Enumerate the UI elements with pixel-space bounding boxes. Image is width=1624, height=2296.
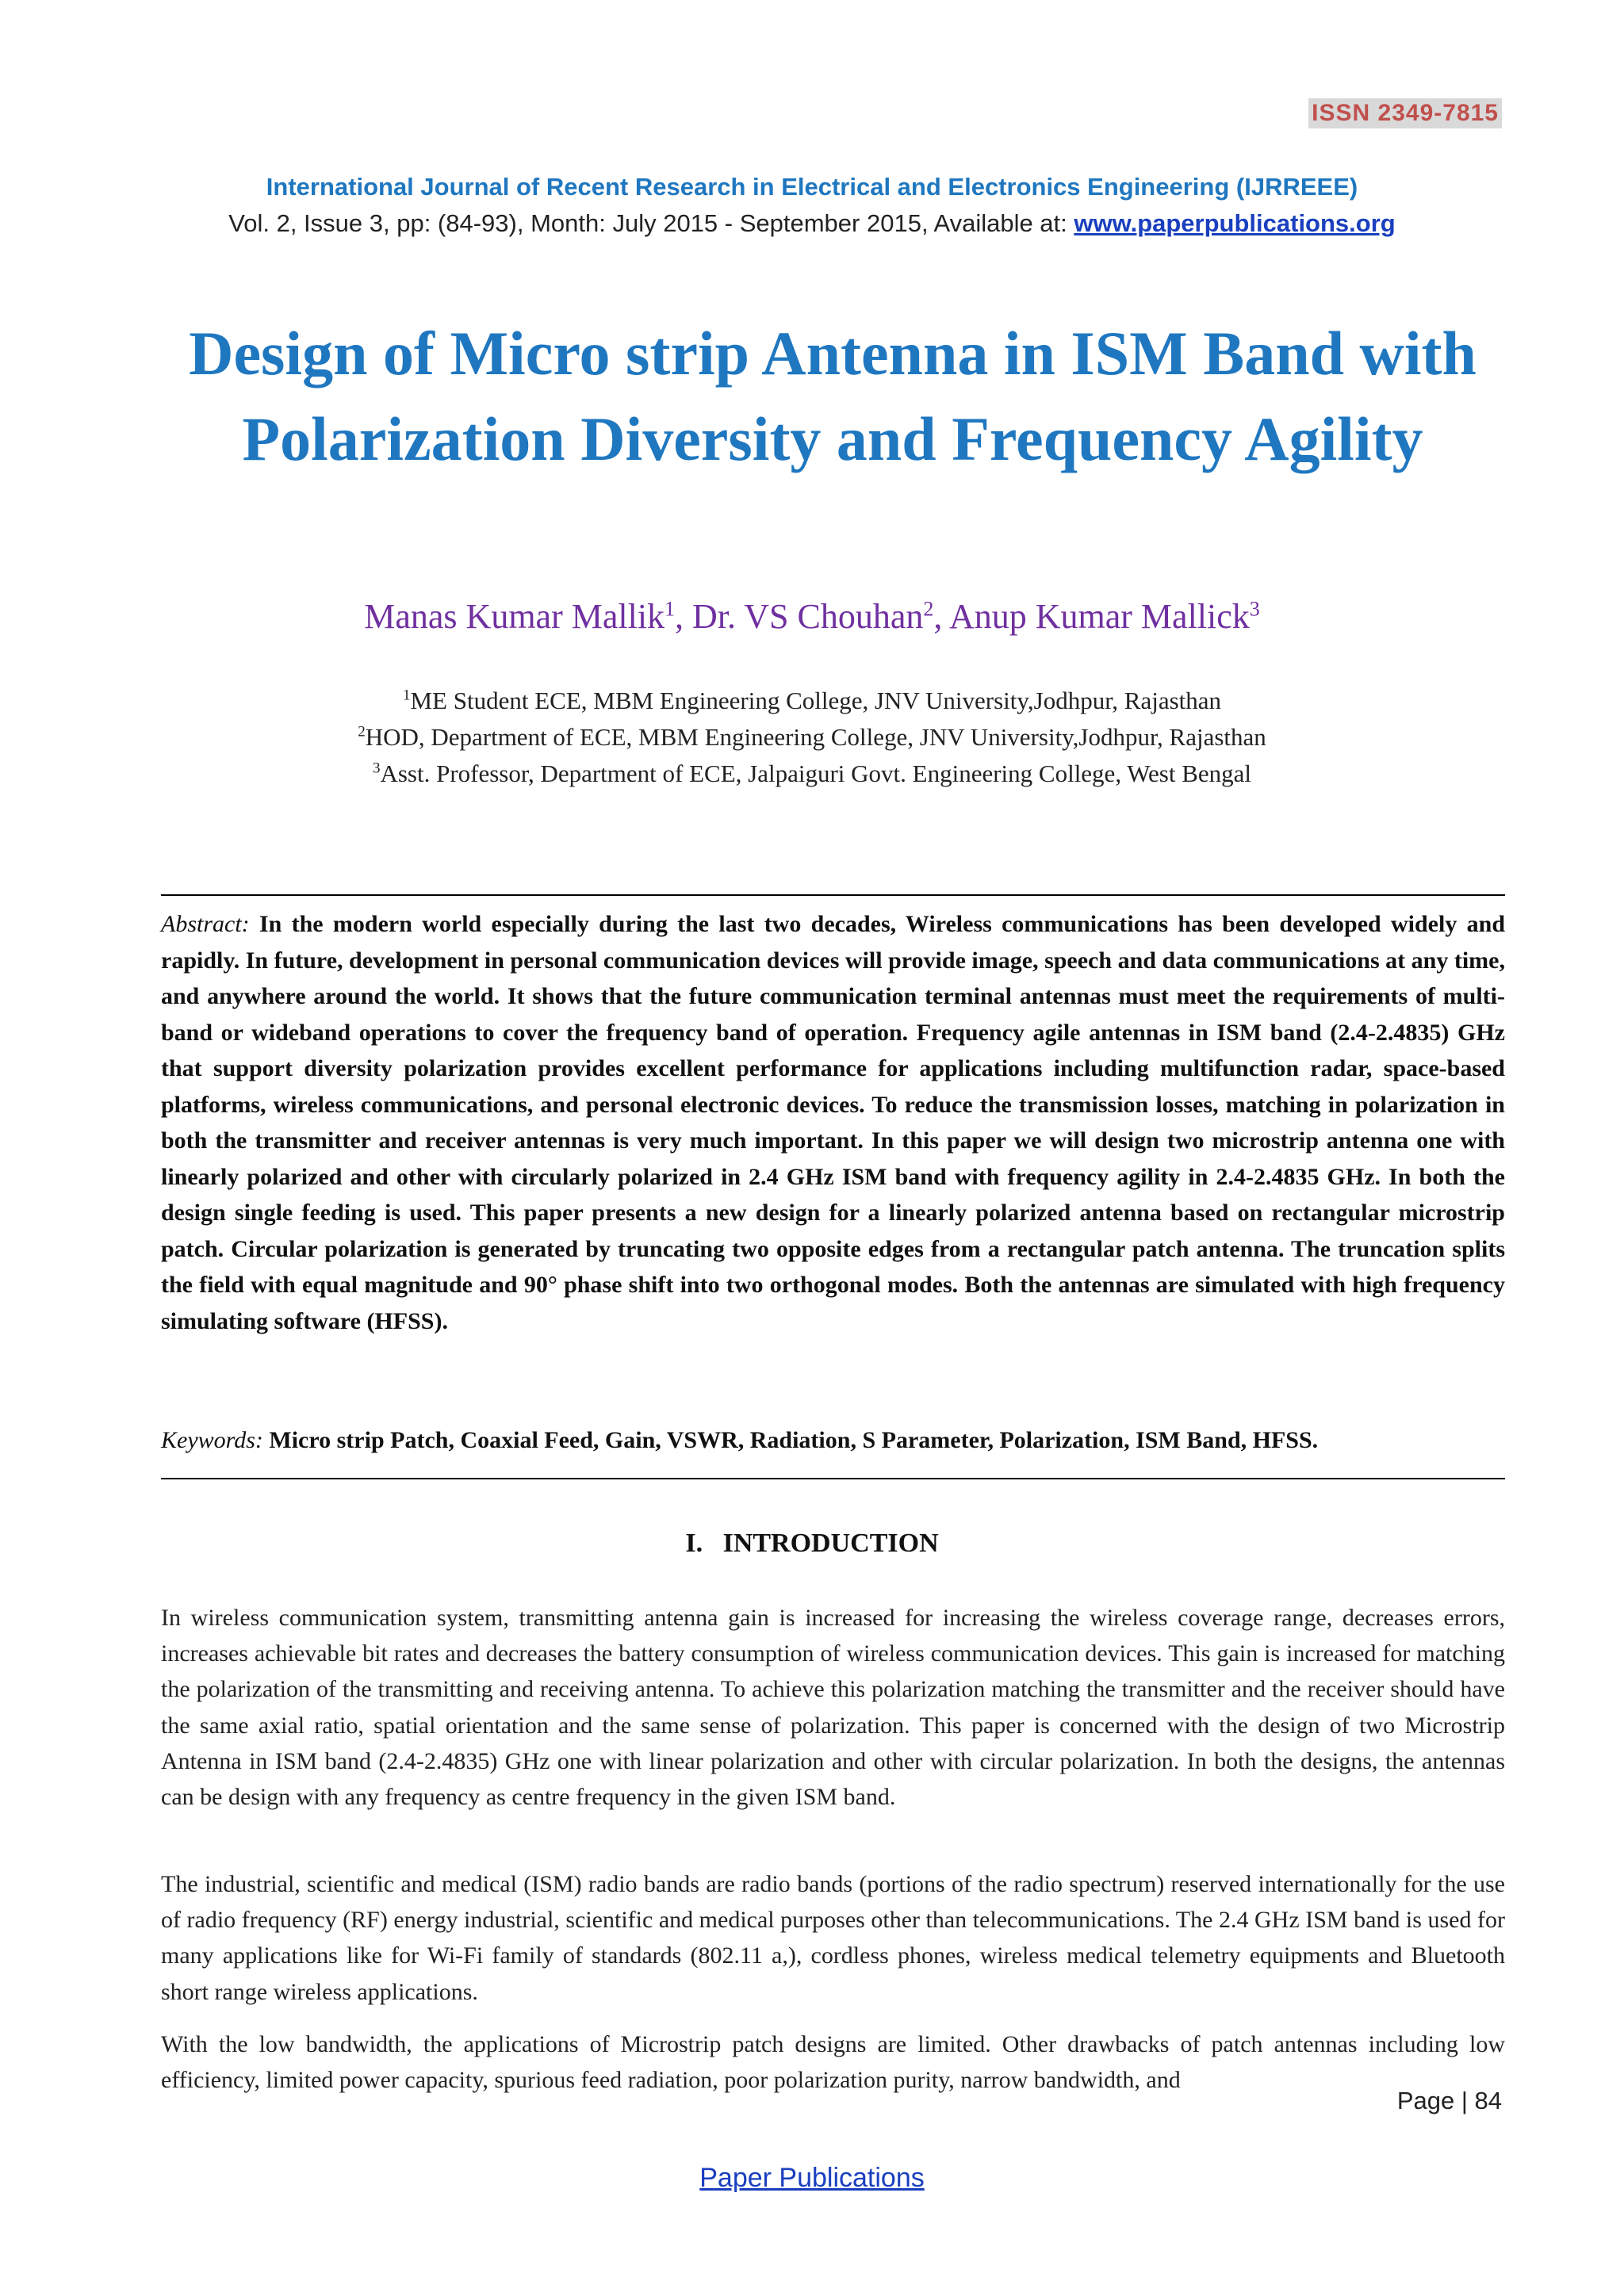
author-name: Manas Kumar Mallik bbox=[364, 597, 665, 636]
author-separator: , bbox=[933, 597, 949, 636]
volume-info: Vol. 2, Issue 3, pp: (84-93), Month: July 2015 - September 2015, Available at: bbox=[228, 209, 1074, 237]
affiliation-text: Asst. Professor, Department of ECE, Jalpaiguri Govt. Engineering College, West Bengal bbox=[380, 760, 1252, 787]
bottom-divider bbox=[161, 1478, 1505, 1479]
body-paragraph: With the low bandwidth, the applications of Microstrip patch designs are limited. Other drawbacks of patch antennas including low efficiency, limited power capacity, spurious feed radiation, poor polarization purity, narrow bandwidth, and bbox=[161, 2031, 1505, 2094]
abstract bbox=[161, 906, 1505, 1339]
author-affiliation-mark: 3 bbox=[1249, 597, 1260, 621]
abstract-text: In the modern world especially during the last two decades, Wireless communications has been developed widely and rapidly. In future, development in personal communication devices will provide image, speech and data communications at any time, and anywhere around the world. It shows that the future communication terminal antennas must meet the requirements of multi-band or wideband operations to cover the frequency band of operation. Frequency agile antennas in ISM band (2.4-2.4835) GHz that support diversity polarization provides excellent performance for applications including multifunction radar, space-based platforms, wireless communications, and personal electronic devices. To reduce the transmission losses, matching in polarization in both the transmitter and receiver antennas is very much important. In this paper we will design two microstrip antenna one with linearly polarized and other with circularly polarized in 2.4 GHz ISM band with frequency agility in 2.4-2.4835 GHz. In both the design single feeding is used. This paper presents a new design for a linearly polarized antenna based on rectangular microstrip patch. Circular polarization is generated by truncating two opposite edges from a rectangular patch antenna. The truncation splits the field with equal magnitude and 90° phase shift into two orthogonal modes. Both the antennas are simulated with high frequency simulating software (HFSS). bbox=[161, 911, 1506, 1334]
affiliation bbox=[0, 687, 1624, 715]
journal-url-link[interactable]: www.paperpublications.org bbox=[1074, 209, 1396, 237]
author-separator: , bbox=[675, 597, 693, 636]
author-name: Anup Kumar Mallick bbox=[948, 597, 1250, 636]
paper-title: Design of Micro strip Antenna in ISM Band with Polarization Diversity and Frequency Agility bbox=[189, 319, 1477, 473]
body-paragraph: In wireless communication system, transmitting antenna gain is increased for increasing the wireless coverage range, decreases errors, increases achievable bit rates and decreases the battery consumption of wireless communication devices. This gain is increased for matching the polarization of the transmitting and receiving antenna. To achieve this polarization matching the transmitter and the receiver should have the same axial ratio, spatial orientation and the same sense of polarization. This paper is concerned with the design of two Microstrip Antenna in ISM band (2.4-2.4835) GHz one with linear polarization and other with circular polarization. In both the designs, the antennas can be design with any frequency as centre frequency in the given ISM band. bbox=[161, 1605, 1505, 1811]
keywords-label: Keywords: bbox=[161, 1427, 263, 1453]
page-number: Page | 84 bbox=[1396, 2087, 1502, 2114]
affiliation bbox=[0, 760, 1624, 788]
author-list bbox=[0, 596, 1624, 637]
affiliation-mark: 2 bbox=[358, 723, 366, 740]
affiliation-mark: 1 bbox=[402, 687, 411, 704]
keywords bbox=[161, 1427, 1505, 1454]
author-name: Dr. VS Chouhan bbox=[692, 597, 924, 636]
journal-name: International Journal of Recent Research in Electrical and Electronics Engineering (IJRREEE) bbox=[266, 173, 1358, 201]
affiliation-mark: 3 bbox=[372, 760, 381, 777]
section-heading bbox=[0, 1529, 1624, 1559]
body-paragraph: The industrial, scientific and medical (ISM) radio bands are radio bands (portions of the radio spectrum) reserved internationally for the use of radio frequency (RF) energy industrial, scientific and medical purposes other than telecommunications. The 2.4 GHz ISM band is used for many applications like for Wi-Fi family of standards (802.11 a,), cordless phones, wireless medical telemetry equipments and Bluetooth short range wireless applications. bbox=[161, 1871, 1505, 2005]
section-number: I. bbox=[685, 1529, 703, 1558]
affiliation-text: HOD, Department of ECE, MBM Engineering College, JNV University,Jodhpur, Rajasthan bbox=[365, 723, 1266, 751]
publisher-link[interactable]: Paper Publications bbox=[699, 2163, 925, 2193]
author-affiliation-mark: 2 bbox=[923, 597, 934, 621]
affiliation-text: ME Student ECE, MBM Engineering College, JNV University,Jodhpur, Rajasthan bbox=[410, 687, 1222, 714]
affiliation bbox=[0, 723, 1624, 752]
author-affiliation-mark: 1 bbox=[665, 597, 676, 621]
volume-line bbox=[0, 209, 1624, 238]
section-title: INTRODUCTION bbox=[722, 1529, 939, 1558]
abstract-label: Abstract: bbox=[161, 911, 250, 937]
top-divider bbox=[161, 894, 1505, 896]
keywords-text: Micro strip Patch, Coaxial Feed, Gain, VSWR, Radiation, S Parameter, Polarization, ISM Band, HFSS. bbox=[269, 1427, 1319, 1453]
issn-badge: ISSN 2349-7815 bbox=[1308, 98, 1502, 128]
